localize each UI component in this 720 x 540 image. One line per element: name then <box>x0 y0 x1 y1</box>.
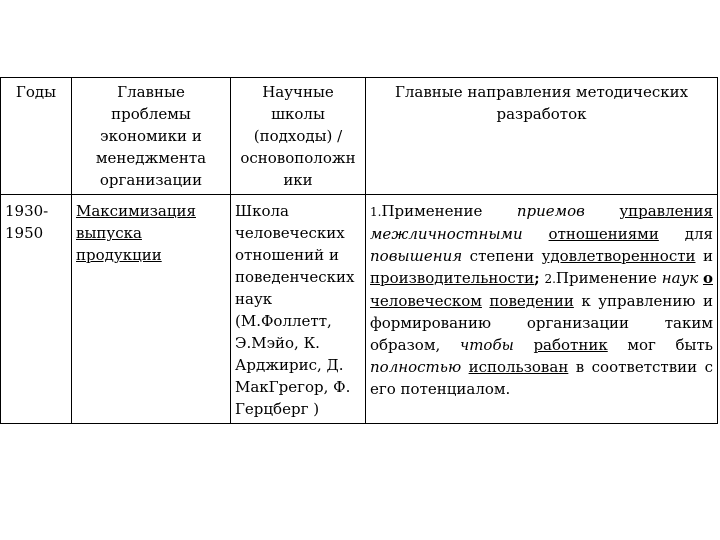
item2-text-p: быть <box>675 336 713 354</box>
methodology-table <box>0 77 718 424</box>
item2-text-o: мог <box>627 336 656 354</box>
item2-text-l: образом, <box>370 336 441 354</box>
item1-text-g: повышения <box>370 247 463 265</box>
item1-text-j: и <box>702 247 713 265</box>
cell-school: Школа человеческих отношений и поведенческих наук (М.Фоллетт, Э.Мэйо, К. Арджирис, Д. МакГрегор, Ф. Герцберг ) <box>231 195 366 424</box>
item2-text-i: формированию <box>370 314 492 332</box>
item2-number: 2. <box>544 272 556 286</box>
item2-text-e: поведении <box>489 292 574 310</box>
item2-text-d: человеческом <box>370 292 482 310</box>
table-row <box>1 195 718 424</box>
item1-text-i: удовлетворенности <box>541 247 696 265</box>
item2-text-m: чтобы <box>459 336 514 354</box>
item2-text-k: таким <box>664 314 713 332</box>
item2-text-h: и <box>702 292 713 310</box>
item2-text-s: в соответствии с его потенциалом. <box>370 358 713 398</box>
table-header-row <box>1 78 718 195</box>
item1-text-f: для <box>684 225 713 243</box>
item1-text-e: отношениями <box>548 225 659 243</box>
item2-text-c: о <box>702 269 713 287</box>
cell-directions <box>366 195 718 424</box>
header-problems: Главные проблемы экономики и менеджмента организации <box>72 78 231 195</box>
item1-text-a: Применение <box>381 202 483 220</box>
item1-number: 1. <box>370 205 382 219</box>
item1-text-d: межличностными <box>370 225 523 243</box>
item2-text-b: наук <box>661 269 699 287</box>
item1-text-k: производительности <box>370 269 535 287</box>
item2-text-r: использован <box>468 358 569 376</box>
cell-years: 1930-1950 <box>1 195 72 424</box>
item2-text-n: работник <box>533 336 608 354</box>
header-schools: Научные школы (подходы) /основоположн ики <box>231 78 366 195</box>
item1-end: ; <box>534 269 540 287</box>
item2-text-q: полностью <box>370 358 462 376</box>
item1-text-h: степени <box>469 247 535 265</box>
item2-text-g: управлению <box>598 292 696 310</box>
header-years: Годы <box>1 78 72 195</box>
item1-text-b: приемов <box>516 202 585 220</box>
header-directions: Главные направления методических разработок <box>366 78 718 195</box>
item2-text-a: Применение <box>555 269 657 287</box>
item2-text-j: организации <box>526 314 630 332</box>
item1-text-c: управления <box>619 202 713 220</box>
cell-problem: Максимизация выпуска продукции <box>72 195 231 424</box>
item2-text-f: к <box>581 292 591 310</box>
